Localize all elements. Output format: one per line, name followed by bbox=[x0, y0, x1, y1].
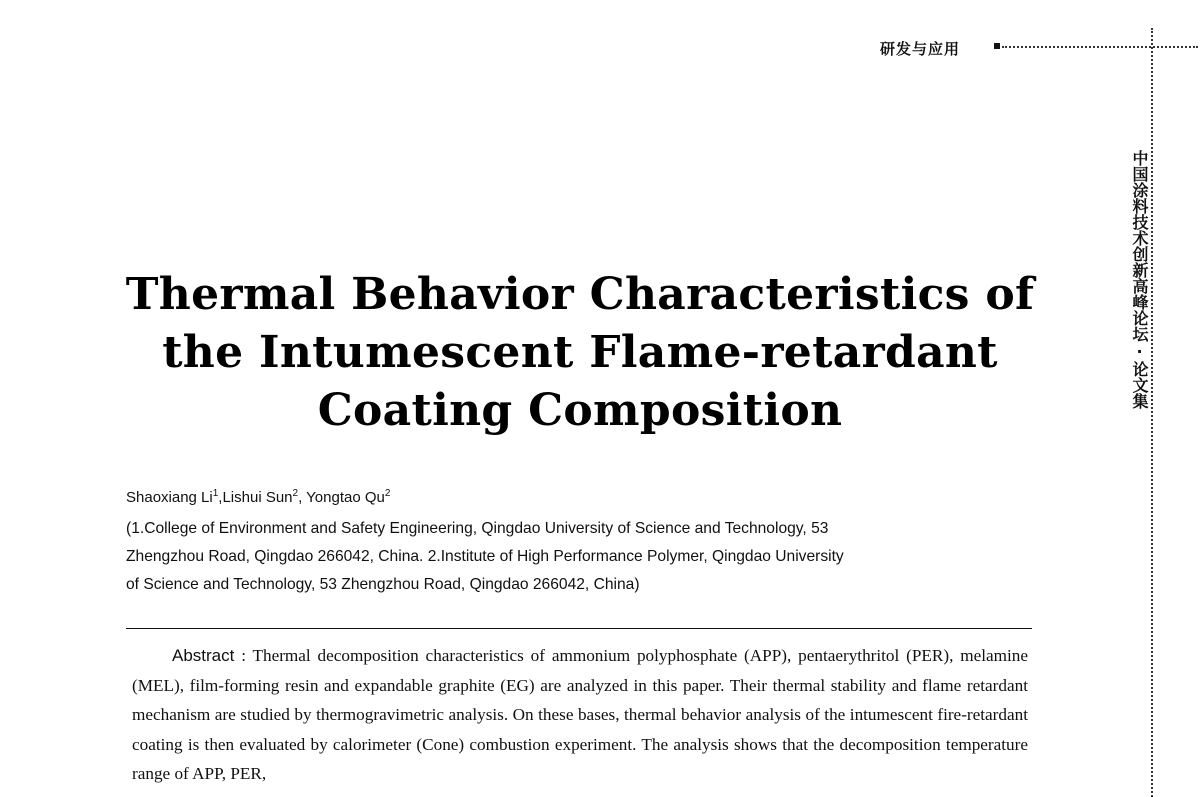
abstract-label: Abstract bbox=[172, 646, 235, 665]
title-line-1: Thermal Behavior Characteristics of bbox=[125, 269, 1035, 320]
affiliation-line: of Science and Technology, 53 Zhengzhou Road, Qingdao 266042, China) bbox=[126, 576, 640, 593]
author-affil-mark: 2 bbox=[384, 488, 391, 499]
abstract-text: Thermal decomposition characteristics of ammonium polyphosphate (APP), pentaerythritol (PER), melamine (MEL), film-forming resin and expandable graphite (EG) are analyzed in this paper. Their thermal stability and flame retardant mechanism are studied by thermogravimetric analysis. On these bases, thermal behavior analysis of the intumescent fire-retardant coating is then evaluated by calorimeter (Cone) combustion experiment. The analysis shows that the decomposition temperature range of APP, PER, bbox=[132, 646, 1028, 784]
affiliations bbox=[126, 515, 1026, 599]
abstract-separator: : bbox=[234, 646, 253, 665]
header-dotted-rule bbox=[1002, 46, 1198, 48]
author-list bbox=[126, 488, 390, 506]
title-line-2: the Intumescent Flame-retardant bbox=[162, 327, 998, 378]
author-name: Shaoxiang Li bbox=[126, 489, 213, 506]
paper-title bbox=[120, 266, 1040, 440]
title-line-3: Coating Composition bbox=[317, 385, 843, 436]
author-name: Lishui Sun bbox=[222, 489, 293, 506]
author-name: Yongtao Qu bbox=[306, 489, 385, 506]
affiliation-line: (1.College of Environment and Safety Engineering, Qingdao University of Science and Technology, 53 bbox=[126, 520, 829, 537]
section-label: 研发与应用 bbox=[880, 40, 961, 58]
abstract-divider bbox=[126, 628, 1032, 629]
side-journal-label: 中国涂料技术创新高峰论坛·论文集 bbox=[1130, 150, 1149, 409]
author-separator: , bbox=[218, 489, 223, 506]
abstract-paragraph bbox=[132, 641, 1028, 789]
author-affil-mark: 1 bbox=[212, 488, 219, 499]
author-affil-mark: 2 bbox=[292, 488, 299, 499]
side-dotted-rule bbox=[1151, 28, 1153, 797]
header-bullet-icon bbox=[994, 43, 1000, 49]
author-separator: , bbox=[298, 489, 307, 506]
affiliation-line: Zhengzhou Road, Qingdao 266042, China. 2.Institute of High Performance Polymer, Qingdao University bbox=[126, 548, 844, 565]
